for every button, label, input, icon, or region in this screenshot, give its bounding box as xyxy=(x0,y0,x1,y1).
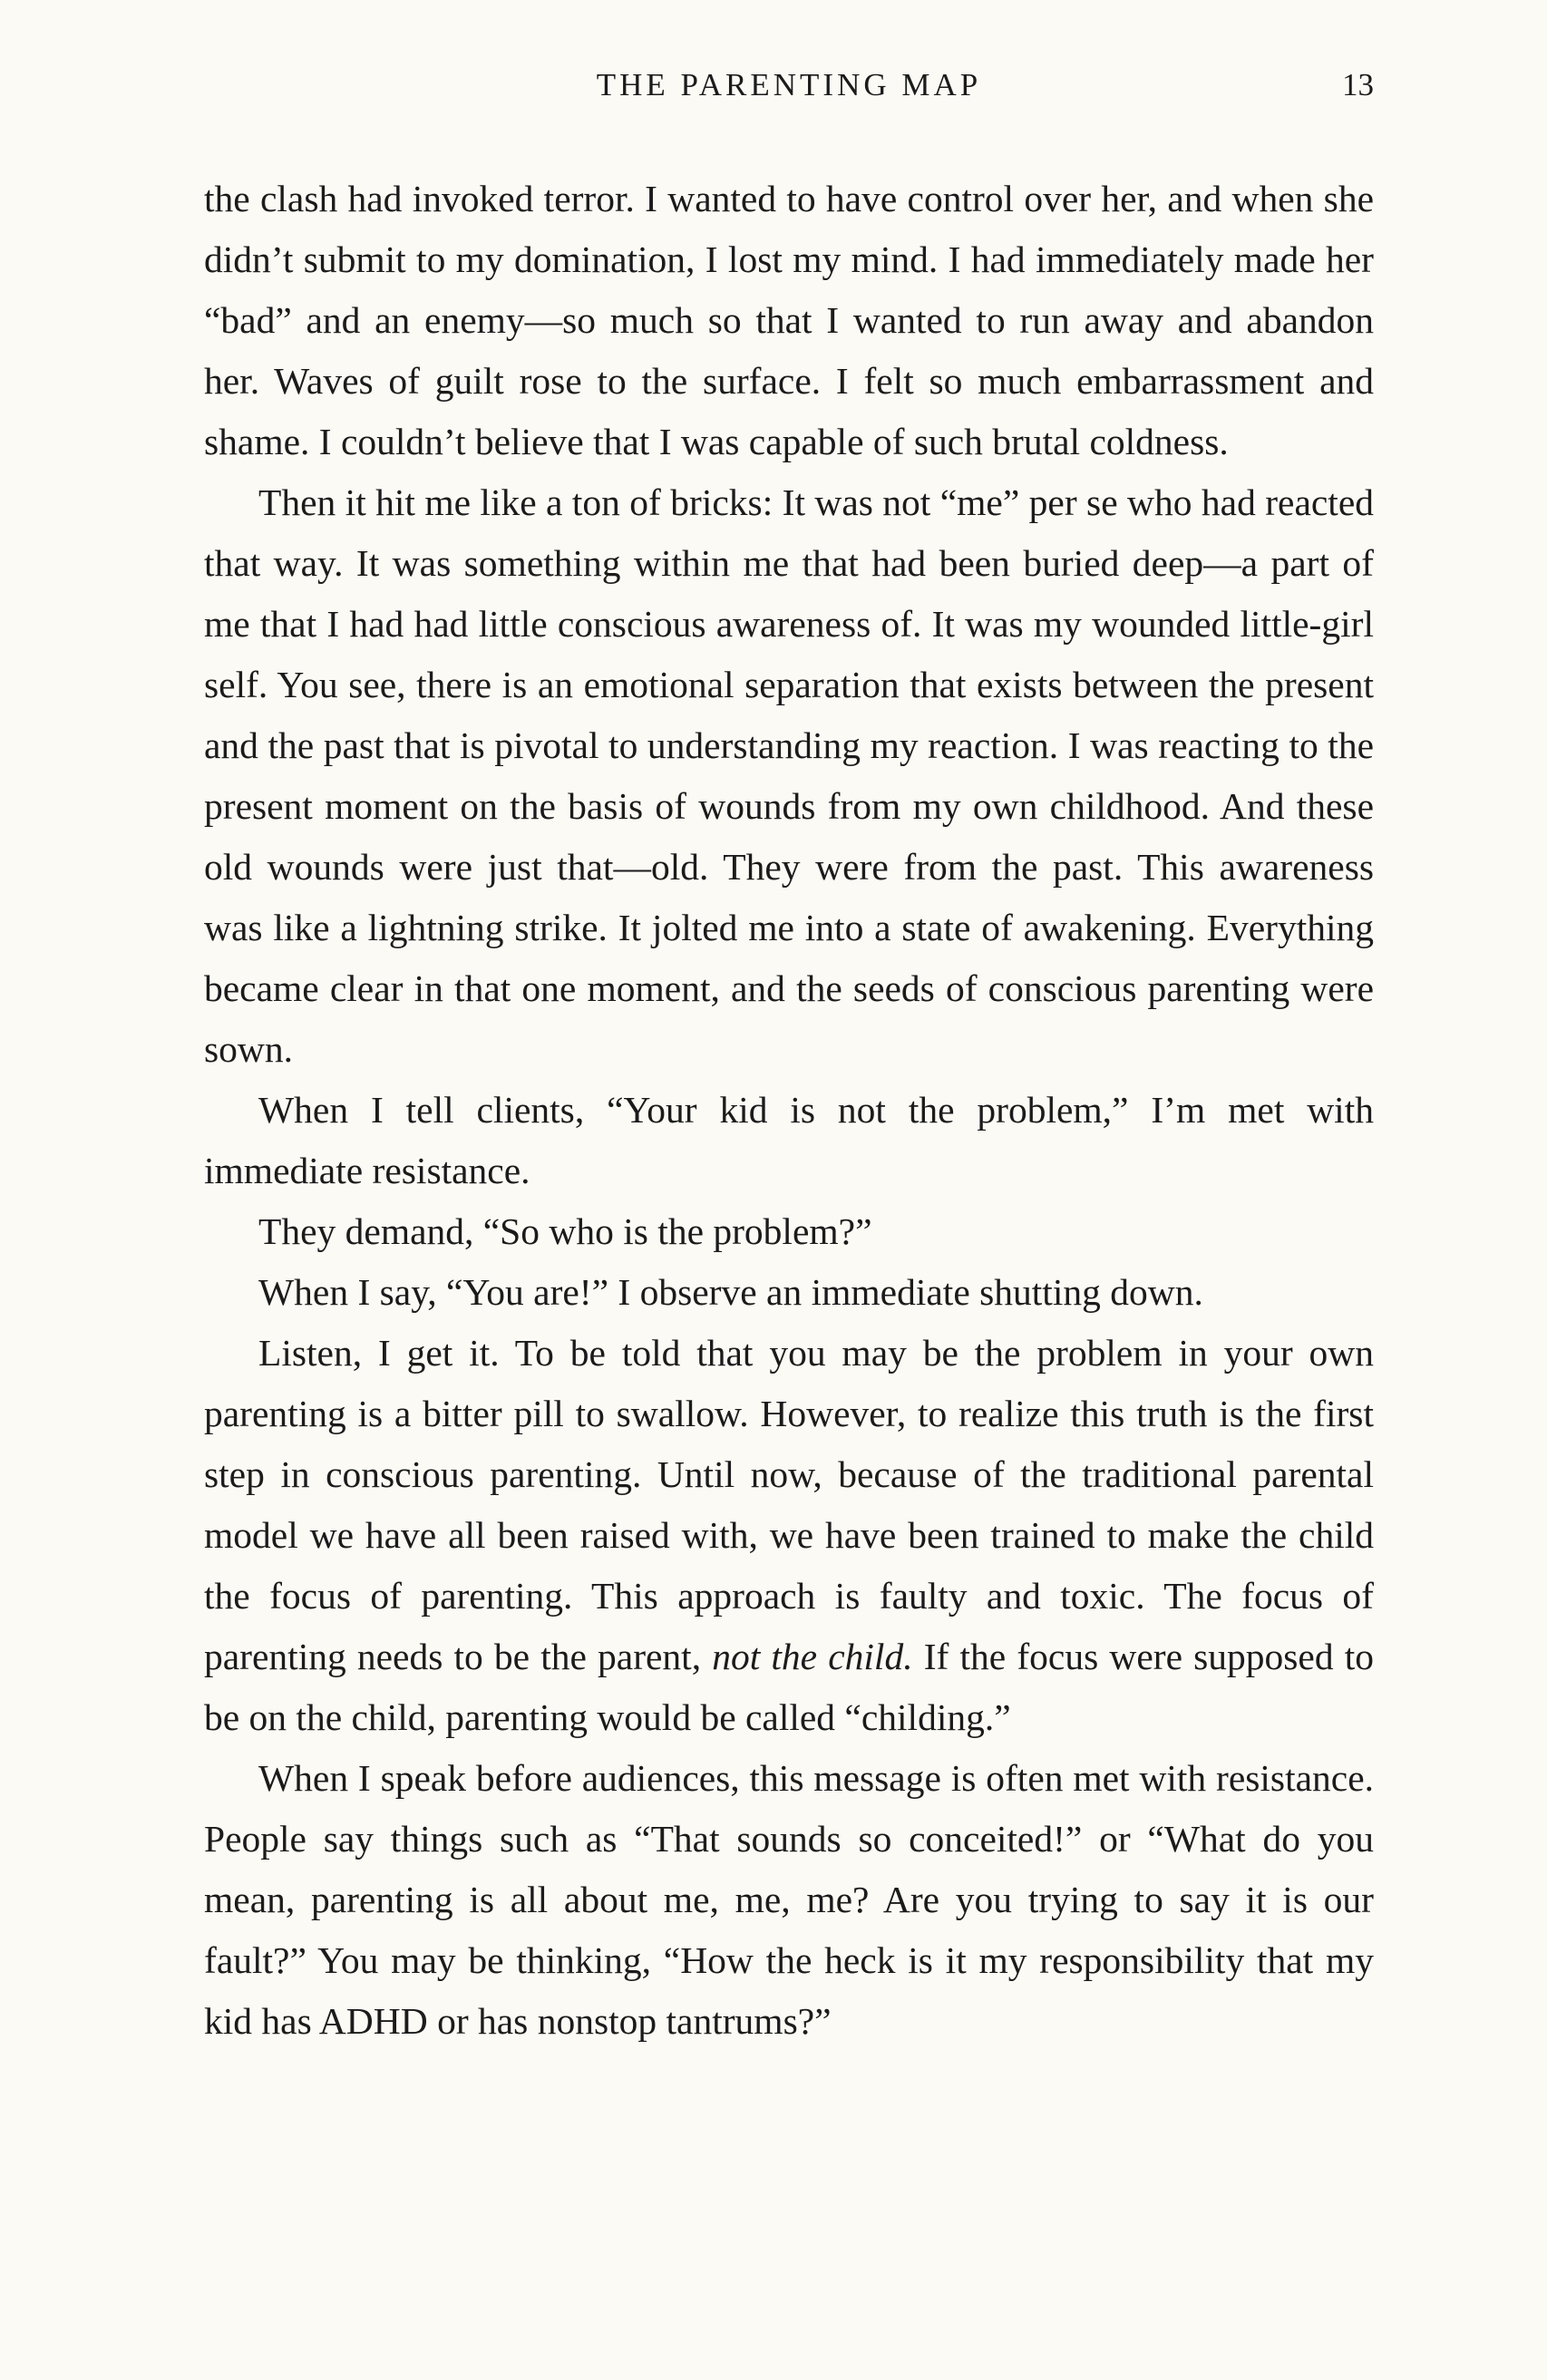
page-number: 13 xyxy=(1342,67,1374,102)
paragraph-7: When I speak before audiences, this message is often met with resistance. People say things such as “That sounds so conceited!” or “What do you mean, parenting is all about me, me, me? Are you trying to say it is our fault?” You may be thinking, “How the heck is it my responsibility that my kid has ADHD or has nonstop tantrums?” xyxy=(204,1757,1374,2042)
paragraph-5: When I say, “You are!” I observe an immediate shutting down. xyxy=(258,1271,1203,1313)
paragraph-6-text-after: If the focus were supposed to be on the child, parenting would be called “childing.” xyxy=(204,1636,1374,1738)
paragraph-6-emphasis: not the child. xyxy=(712,1636,913,1677)
paragraph-2: Then it hit me like a ton of bricks: It was not “me” per se who had reacted that way. It was something within me that had been buried deep—a part of me that I had had little conscious awareness of. It was my wounded little-girl self. You see, there is an emotional separation that exists between the present and the past that is pivotal to understanding my reaction. I was reacting to the present moment on the basis of wounds from my own childhood. And these old wounds were just that—old. They were from the past. This awareness was like a lightning strike. It jolted me into a state of awakening. Everything became clear in that one moment, and the seeds of conscious parenting were sown. xyxy=(204,481,1374,1070)
paragraph-4: They demand, “So who is the problem?” xyxy=(258,1210,872,1252)
paragraph-3: When I tell clients, “Your kid is not the problem,” I’m met with immediate resistance. xyxy=(204,1089,1374,1191)
paragraph-1: the clash had invoked terror. I wanted to have control over her, and when she didn’t submit to my domination, I lost my mind. I had immediately made her “bad” and an enemy—so much so that I wanted to run away and abandon her. Waves of guilt rose to the surface. I felt so much embarrassment and shame. I couldn’t believe that I was capable of such brutal coldness. xyxy=(204,178,1374,462)
paragraph-6 xyxy=(204,1323,1374,1748)
body-text xyxy=(204,169,1374,2052)
running-header xyxy=(204,58,1374,112)
paragraph-6-text-before: Listen, I get it. To be told that you may be the problem in your own parenting is a bitter pill to swallow. However, to realize this truth is the first step in conscious parenting. Until now, because of the traditional parental model we have all been raised with, we have been trained to make the child the focus of parenting. This approach is faulty and toxic. The focus of parenting needs to be the parent, xyxy=(204,1332,1374,1677)
running-title: THE PARENTING MAP xyxy=(596,67,982,102)
